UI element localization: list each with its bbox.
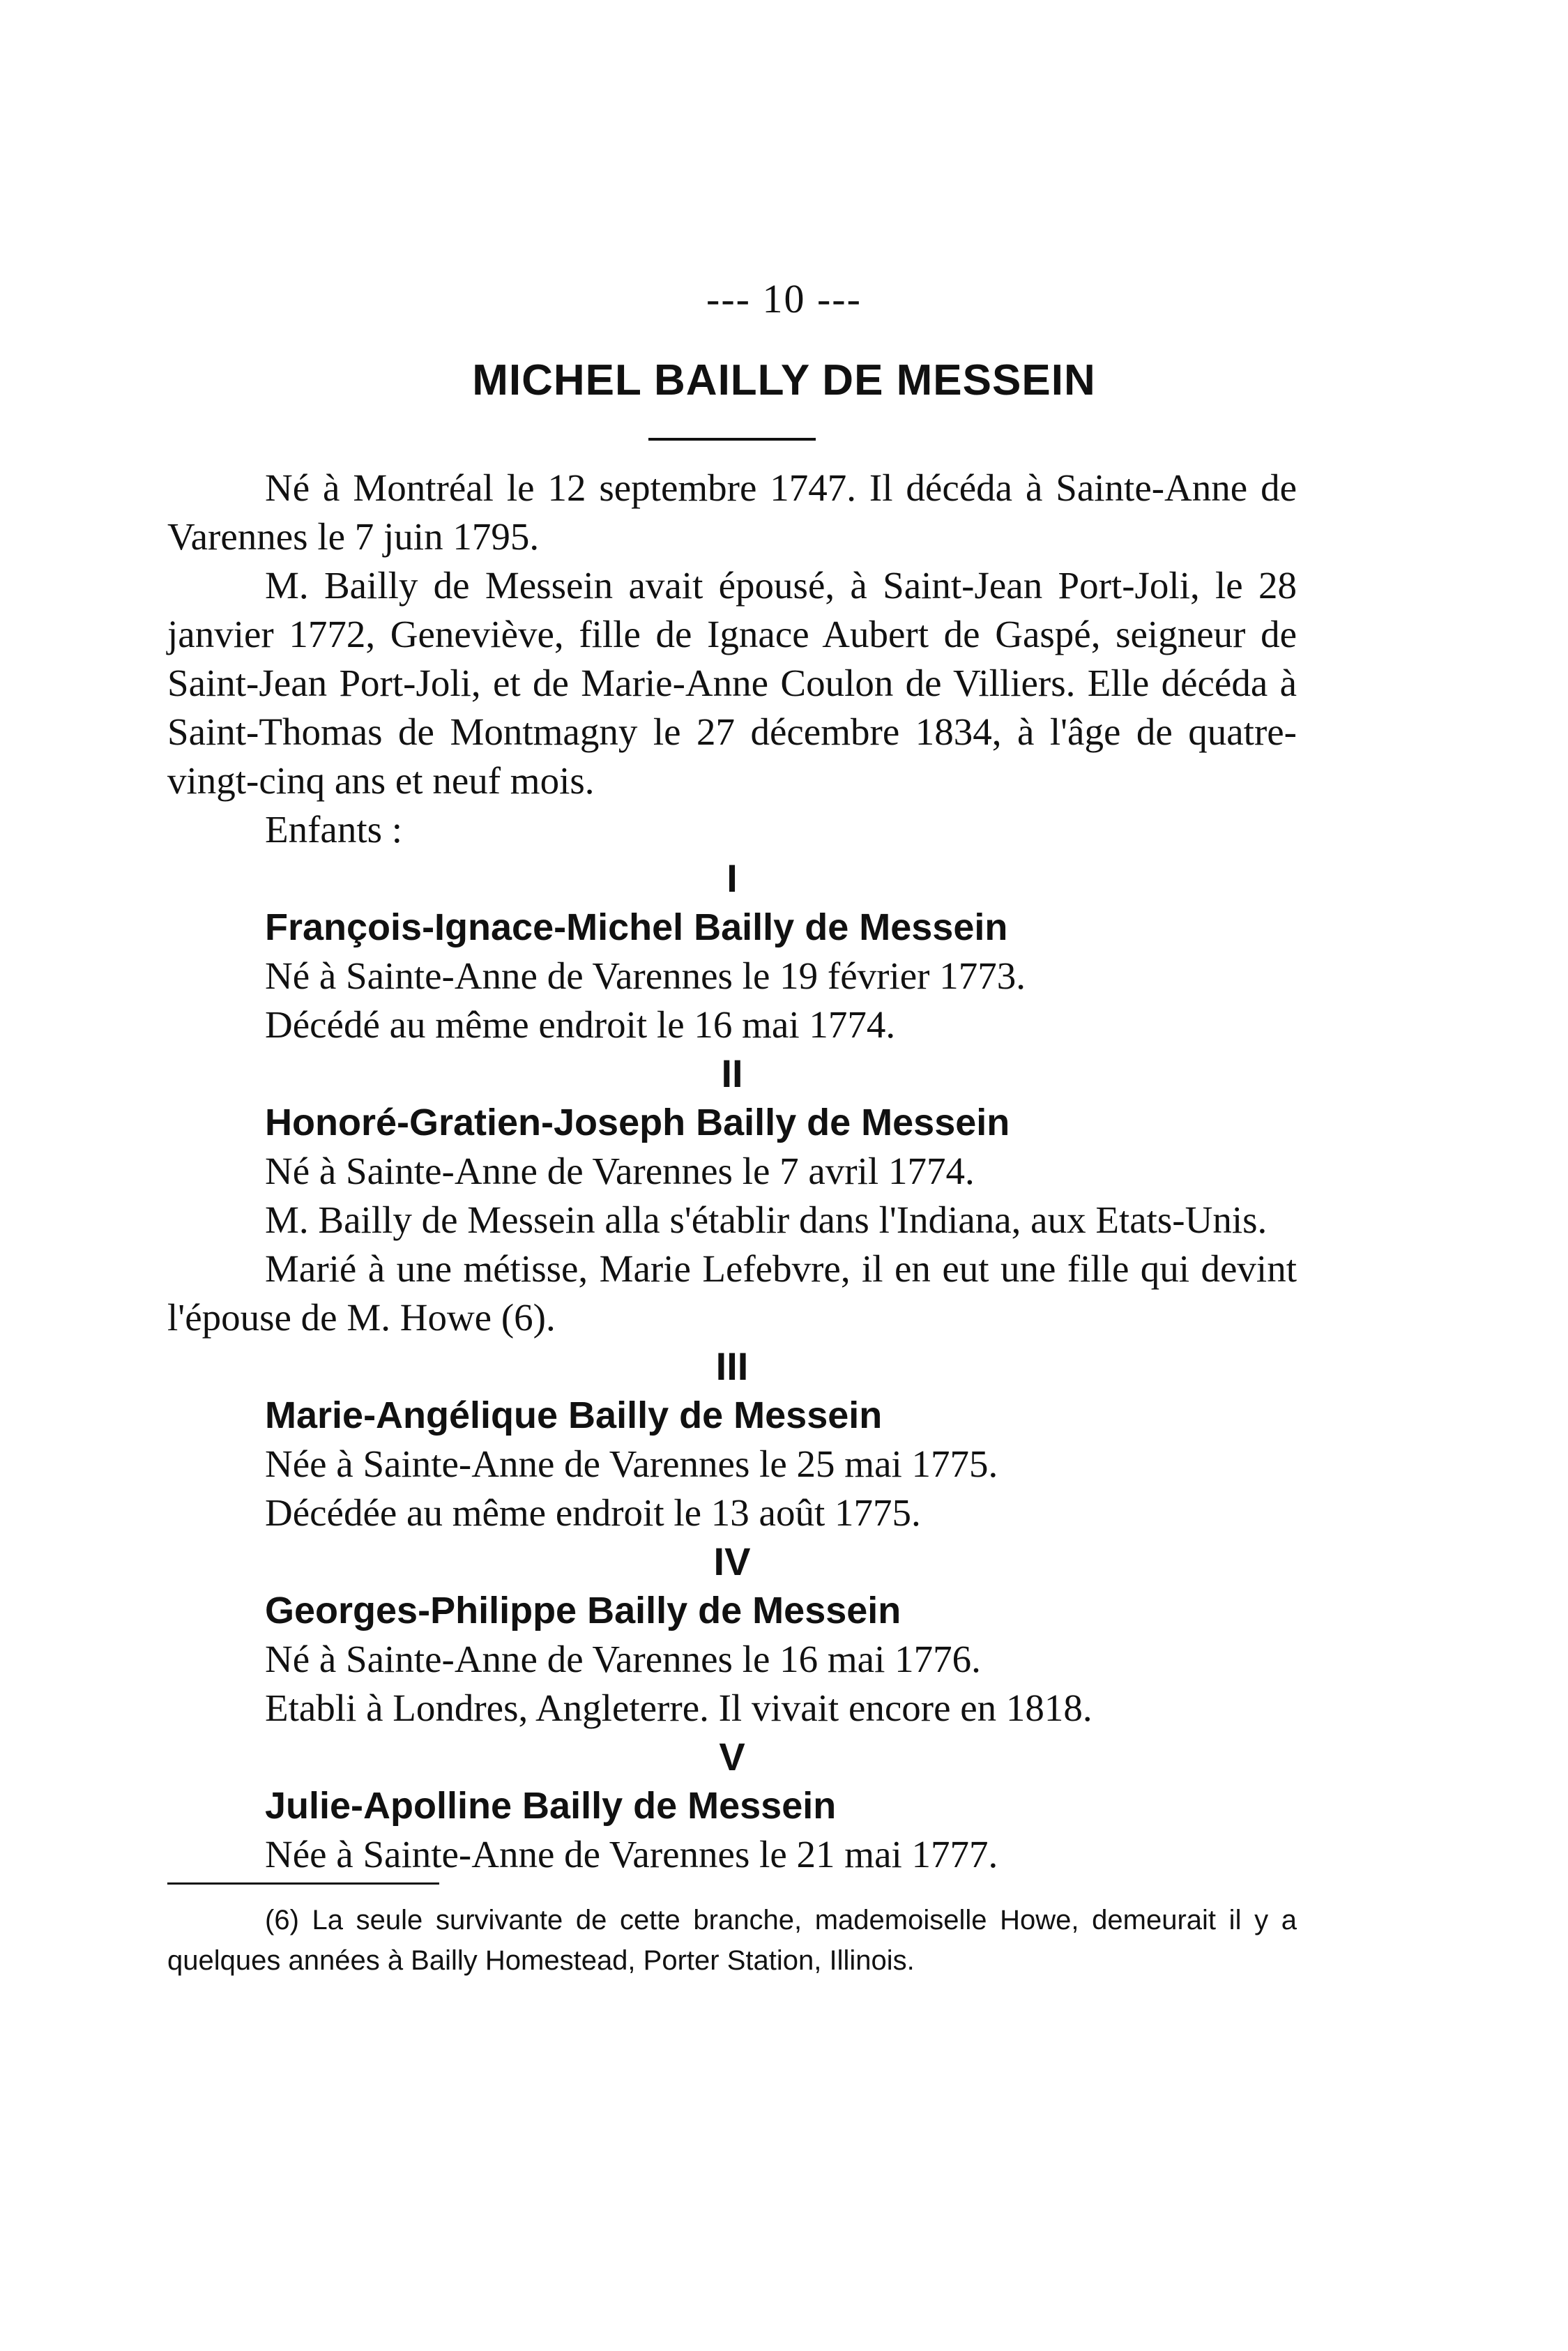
child-detail: Né à Sainte-Anne de Varennes le 7 avril 1774. xyxy=(265,1150,975,1192)
footnote: (6) La seule survivante de cette branche, mademoiselle Howe, demeurait il y a quelques années à Bailly Homestead, Porter Station, Illinois. xyxy=(167,1905,1297,1976)
child-name: Georges-Philippe Bailly de Messein xyxy=(265,1590,901,1631)
child-detail: Décédé au même endroit le 16 mai 1774. xyxy=(265,1003,896,1046)
children-heading: Enfants : xyxy=(265,808,403,851)
child-name: Julie-Apolline Bailly de Messein xyxy=(265,1785,837,1827)
child-detail: Née à Sainte-Anne de Varennes le 25 mai 1775. xyxy=(265,1443,998,1485)
child-numeral: IV xyxy=(713,1539,751,1583)
child-detail: M. Bailly de Messein alla s'établir dans l'Indiana, aux Etats-Unis. xyxy=(265,1199,1268,1241)
child-detail: Né à Sainte-Anne de Varennes le 19 février 1773. xyxy=(265,954,1026,997)
child-numeral: I xyxy=(726,856,738,900)
child-detail: Née à Sainte-Anne de Varennes le 21 mai 1777. xyxy=(265,1833,998,1876)
child-numeral: V xyxy=(719,1735,745,1779)
child-detail: Etabli à Londres, Angleterre. Il vivait encore en 1818. xyxy=(265,1687,1093,1729)
child-numeral: II xyxy=(721,1051,743,1095)
footnote-divider xyxy=(167,1882,439,1885)
child-name: François-Ignace-Michel Bailly de Messein xyxy=(265,906,1008,948)
page-title: MICHEL BAILLY DE MESSEIN xyxy=(472,356,1096,404)
child-detail: Marié à une métisse, Marie Lefebvre, il en eut une fille qui devint l'épouse de M. Howe (6). xyxy=(167,1247,1297,1339)
child-detail: Décédée au même endroit le 13 août 1775. xyxy=(265,1491,921,1534)
child-numeral: III xyxy=(715,1344,749,1388)
main-text xyxy=(167,464,1297,1879)
child-name: Marie-Angélique Bailly de Messein xyxy=(265,1394,883,1436)
birth-paragraph: Né à Montréal le 12 septembre 1747. Il décéda à Sainte-Anne de Varennes le 7 juin 1795. xyxy=(167,466,1297,558)
marriage-paragraph: M. Bailly de Messein avait épousé, à Saint-Jean Port-Joli, le 28 janvier 1772, Geneviève, fille de Ignace Aubert de Gaspé, seigneur de Saint-Jean Port-Joli, et de Marie-Anne Coulon de Villiers. Elle décéda à Saint-Thomas de Montmagny le 27 décembre 1834, à l'âge de quatre-vingt-cinq ans et neuf mois. xyxy=(167,564,1297,802)
page-number: --- 10 --- xyxy=(706,276,862,321)
title-divider xyxy=(648,438,816,441)
child-name: Honoré-Gratien-Joseph Bailly de Messein xyxy=(265,1102,1010,1143)
child-detail: Né à Sainte-Anne de Varennes le 16 mai 1776. xyxy=(265,1638,981,1680)
